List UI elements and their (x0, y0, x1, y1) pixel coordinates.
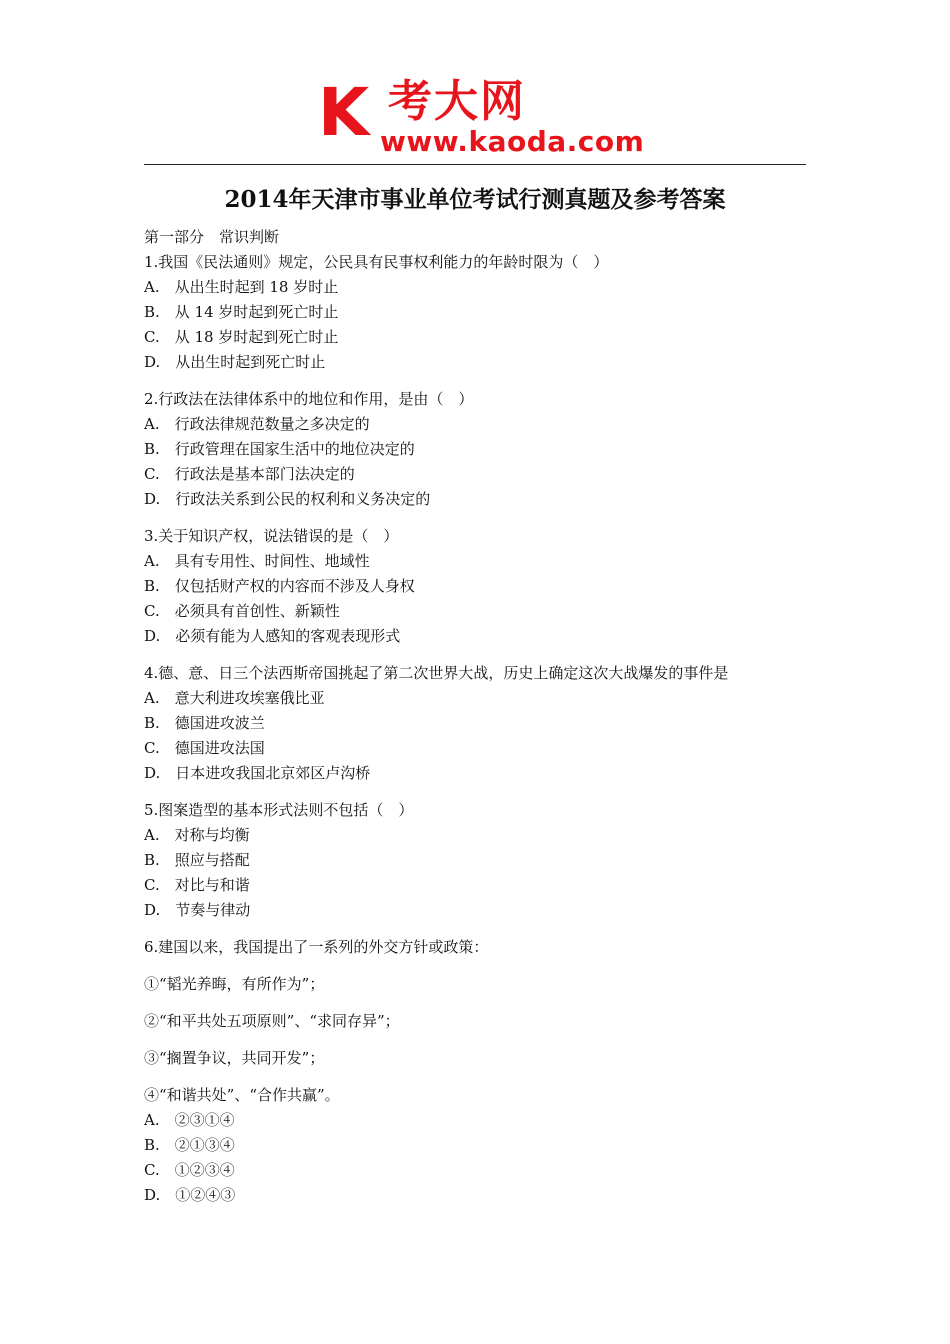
question-block (144, 661, 814, 786)
question-text: 2.行政法在法律体系中的地位和作用，是由（ ） (144, 390, 474, 408)
option-a: A. 具有专用性、时间性、地域性 (144, 552, 370, 570)
question-block (144, 935, 814, 1208)
option-c: C. 对比与和谐 (144, 876, 250, 894)
section-heading: 第一部分 常识判断 (144, 228, 280, 246)
option-a: A. 行政法律规范数量之多决定的 (144, 415, 370, 433)
option-d: D. 日本进攻我国北京郊区卢沟桥 (144, 764, 371, 782)
option-d: D. 节奏与律动 (144, 901, 251, 919)
question-text: 6.建国以来，我国提出了一系列的外交方针或政策： (144, 938, 489, 956)
option-b: B. 仅包括财产权的内容而不涉及人身权 (144, 577, 415, 595)
logo-url: www.kaoda.com (380, 125, 645, 158)
statement-item: ②“和平共处五项原则”、“求同存异”； (144, 1012, 400, 1030)
document-title: 2014年天津市事业单位考试行测真题及参考答案 (224, 186, 726, 213)
question-block (144, 250, 814, 375)
question-text: 4.德、意、日三个法西斯帝国挑起了第二次世界大战，历史上确定这次大战爆发的事件是 (144, 664, 729, 682)
question-text: 5.图案造型的基本形式法则不包括（ ） (144, 801, 414, 819)
option-c: C. 必须具有首创性、新颖性 (144, 602, 340, 620)
statement-item: ④“和谐共处”、“合作共赢”。 (144, 1086, 340, 1104)
question-text: 3.关于知识产权，说法错误的是（ ） (144, 527, 399, 545)
question-text: 1.我国《民法通则》规定，公民具有民事权利能力的年龄时限为（ ） (144, 253, 609, 271)
logo-chinese-name: 考大网 (388, 76, 526, 127)
question-block (144, 798, 814, 923)
statement-item: ③“搁置争议，共同开发”； (144, 1049, 325, 1067)
option-a: A. ②③①④ (144, 1111, 235, 1129)
option-d: D. 行政法关系到公民的权利和义务决定的 (144, 490, 431, 508)
option-c: C. 德国进攻法国 (144, 739, 265, 757)
document-body (144, 225, 814, 1208)
statement-item: ①“韬光养晦，有所作为”； (144, 975, 325, 993)
option-b: B. 行政管理在国家生活中的地位决定的 (144, 440, 415, 458)
option-a: A. 对称与均衡 (144, 826, 250, 844)
option-c: C. 行政法是基本部门法决定的 (144, 465, 355, 483)
kaoda-logo (318, 74, 648, 158)
option-c: C. ①②③④ (144, 1161, 235, 1179)
option-a: A. 意大利进攻埃塞俄比亚 (144, 689, 325, 707)
question-block (144, 387, 814, 512)
option-d: D. 必须有能为人感知的客观表现形式 (144, 627, 401, 645)
header-divider (144, 164, 806, 165)
option-d: D. 从出生时起到死亡时止 (144, 353, 326, 371)
option-c: C. 从 18 岁时起到死亡时止 (144, 328, 339, 346)
option-b: B. 从 14 岁时起到死亡时止 (144, 303, 339, 321)
option-d: D. ①②④③ (144, 1186, 236, 1204)
question-block (144, 524, 814, 649)
option-a: A. 从出生时起到 18 岁时止 (144, 278, 339, 296)
option-b: B. 德国进攻波兰 (144, 714, 265, 732)
logo-k-mark: K (318, 74, 370, 151)
option-b: B. ②①③④ (144, 1136, 235, 1154)
option-b: B. 照应与搭配 (144, 851, 250, 869)
